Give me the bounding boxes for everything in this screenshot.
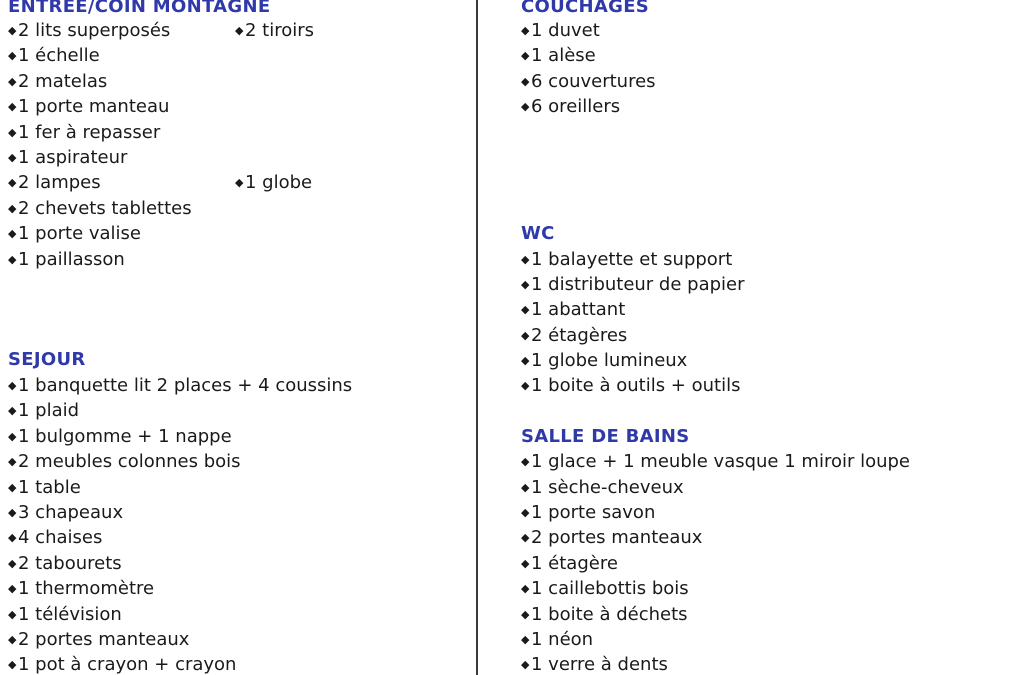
bullet-icon: ◆: [521, 24, 530, 37]
list-item: ◆1 table: [8, 477, 81, 498]
list-item: ◆2 matelas: [8, 71, 108, 92]
bullet-icon: ◆: [8, 531, 17, 544]
list-item: ◆1 porte savon: [521, 502, 656, 523]
list-item: ◆1 étagère: [521, 553, 618, 574]
bullet-icon: ◆: [521, 506, 530, 519]
list-item: ◆6 couvertures: [521, 71, 656, 92]
list-item: ◆1 globe: [235, 172, 313, 193]
section-title-sejour: SEJOUR: [8, 349, 86, 370]
bullet-icon: ◆: [8, 227, 17, 240]
list-item: ◆2 portes manteaux: [8, 629, 190, 650]
list-item: ◆2 chevets tablettes: [8, 198, 192, 219]
bullet-icon: ◆: [8, 49, 17, 62]
bullet-icon: ◆: [521, 582, 530, 595]
list-item: ◆1 duvet: [521, 20, 600, 41]
bullet-icon: ◆: [521, 278, 530, 291]
bullet-icon: ◆: [8, 379, 17, 392]
list-item: ◆1 télévision: [8, 604, 122, 625]
list-item: ◆3 chapeaux: [8, 502, 124, 523]
list-item: ◆1 plaid: [8, 400, 80, 421]
list-item: ◆1 distributeur de papier: [521, 274, 745, 295]
list-item: ◆1 boite à déchets: [521, 604, 688, 625]
bullet-icon: ◆: [521, 658, 530, 671]
list-item: ◆1 néon: [521, 629, 594, 650]
list-item: ◆1 porte manteau: [8, 96, 170, 117]
list-item: ◆2 lits superposés: [8, 20, 171, 41]
bullet-icon: ◆: [235, 24, 244, 37]
bullet-icon: ◆: [521, 531, 530, 544]
list-item: ◆4 chaises: [8, 527, 103, 548]
bullet-icon: ◆: [8, 481, 17, 494]
list-item: ◆1 sèche-cheveux: [521, 477, 684, 498]
section-title-couchages: COUCHAGES: [521, 0, 650, 17]
list-item: ◆1 échelle: [8, 45, 100, 66]
list-item: ◆1 balayette et support: [521, 249, 733, 270]
list-item: ◆1 fer à repasser: [8, 122, 161, 143]
bullet-icon: ◆: [8, 253, 17, 266]
list-item: ◆1 pot à crayon + crayon: [8, 654, 237, 675]
bullet-icon: ◆: [521, 49, 530, 62]
list-item: ◆2 tiroirs: [235, 20, 315, 41]
bullet-icon: ◆: [521, 633, 530, 646]
bullet-icon: ◆: [8, 100, 17, 113]
list-item: ◆1 caillebottis bois: [521, 578, 689, 599]
section-title-salle-de-bains: SALLE DE BAINS: [521, 426, 690, 447]
list-item: ◆1 porte valise: [8, 223, 142, 244]
list-item: ◆1 aspirateur: [8, 147, 128, 168]
bullet-icon: ◆: [8, 506, 17, 519]
list-item: ◆6 oreillers: [521, 96, 621, 117]
bullet-icon: ◆: [521, 608, 530, 621]
list-item: ◆1 glace + 1 meuble vasque 1 miroir loupe: [521, 451, 911, 472]
bullet-icon: ◆: [521, 455, 530, 468]
list-item: ◆1 globe lumineux: [521, 350, 688, 371]
bullet-icon: ◆: [521, 100, 530, 113]
bullet-icon: ◆: [521, 75, 530, 88]
list-item: ◆2 lampes: [8, 172, 101, 193]
list-item: ◆2 meubles colonnes bois: [8, 451, 241, 472]
column-divider: [476, 0, 478, 675]
bullet-icon: ◆: [521, 481, 530, 494]
list-item: ◆1 banquette lit 2 places + 4 coussins: [8, 375, 353, 396]
bullet-icon: ◆: [8, 24, 17, 37]
bullet-icon: ◆: [8, 151, 17, 164]
bullet-icon: ◆: [8, 126, 17, 139]
list-item: ◆1 bulgomme + 1 nappe: [8, 426, 232, 447]
bullet-icon: ◆: [8, 404, 17, 417]
bullet-icon: ◆: [521, 354, 530, 367]
bullet-icon: ◆: [8, 582, 17, 595]
bullet-icon: ◆: [8, 176, 17, 189]
bullet-icon: ◆: [8, 202, 17, 215]
list-item: ◆1 thermomètre: [8, 578, 155, 599]
bullet-icon: ◆: [235, 176, 244, 189]
bullet-icon: ◆: [521, 253, 530, 266]
bullet-icon: ◆: [8, 557, 17, 570]
list-item: ◆1 verre à dents: [521, 654, 668, 675]
bullet-icon: ◆: [521, 557, 530, 570]
bullet-icon: ◆: [8, 608, 17, 621]
section-title-entree: ENTREE/COIN MONTAGNE: [8, 0, 271, 17]
bullet-icon: ◆: [8, 75, 17, 88]
list-item: ◆2 étagères: [521, 325, 628, 346]
list-item: ◆1 boite à outils + outils: [521, 375, 741, 396]
bullet-icon: ◆: [8, 430, 17, 443]
list-item: ◆1 alèse: [521, 45, 596, 66]
bullet-icon: ◆: [8, 658, 17, 671]
bullet-icon: ◆: [8, 455, 17, 468]
list-item: ◆1 abattant: [521, 299, 626, 320]
bullet-icon: ◆: [521, 303, 530, 316]
list-item: ◆1 paillasson: [8, 249, 125, 270]
bullet-icon: ◆: [8, 633, 17, 646]
list-item: ◆2 tabourets: [8, 553, 122, 574]
list-item: ◆2 portes manteaux: [521, 527, 703, 548]
bullet-icon: ◆: [521, 379, 530, 392]
section-title-wc: WC: [521, 223, 555, 244]
bullet-icon: ◆: [521, 329, 530, 342]
